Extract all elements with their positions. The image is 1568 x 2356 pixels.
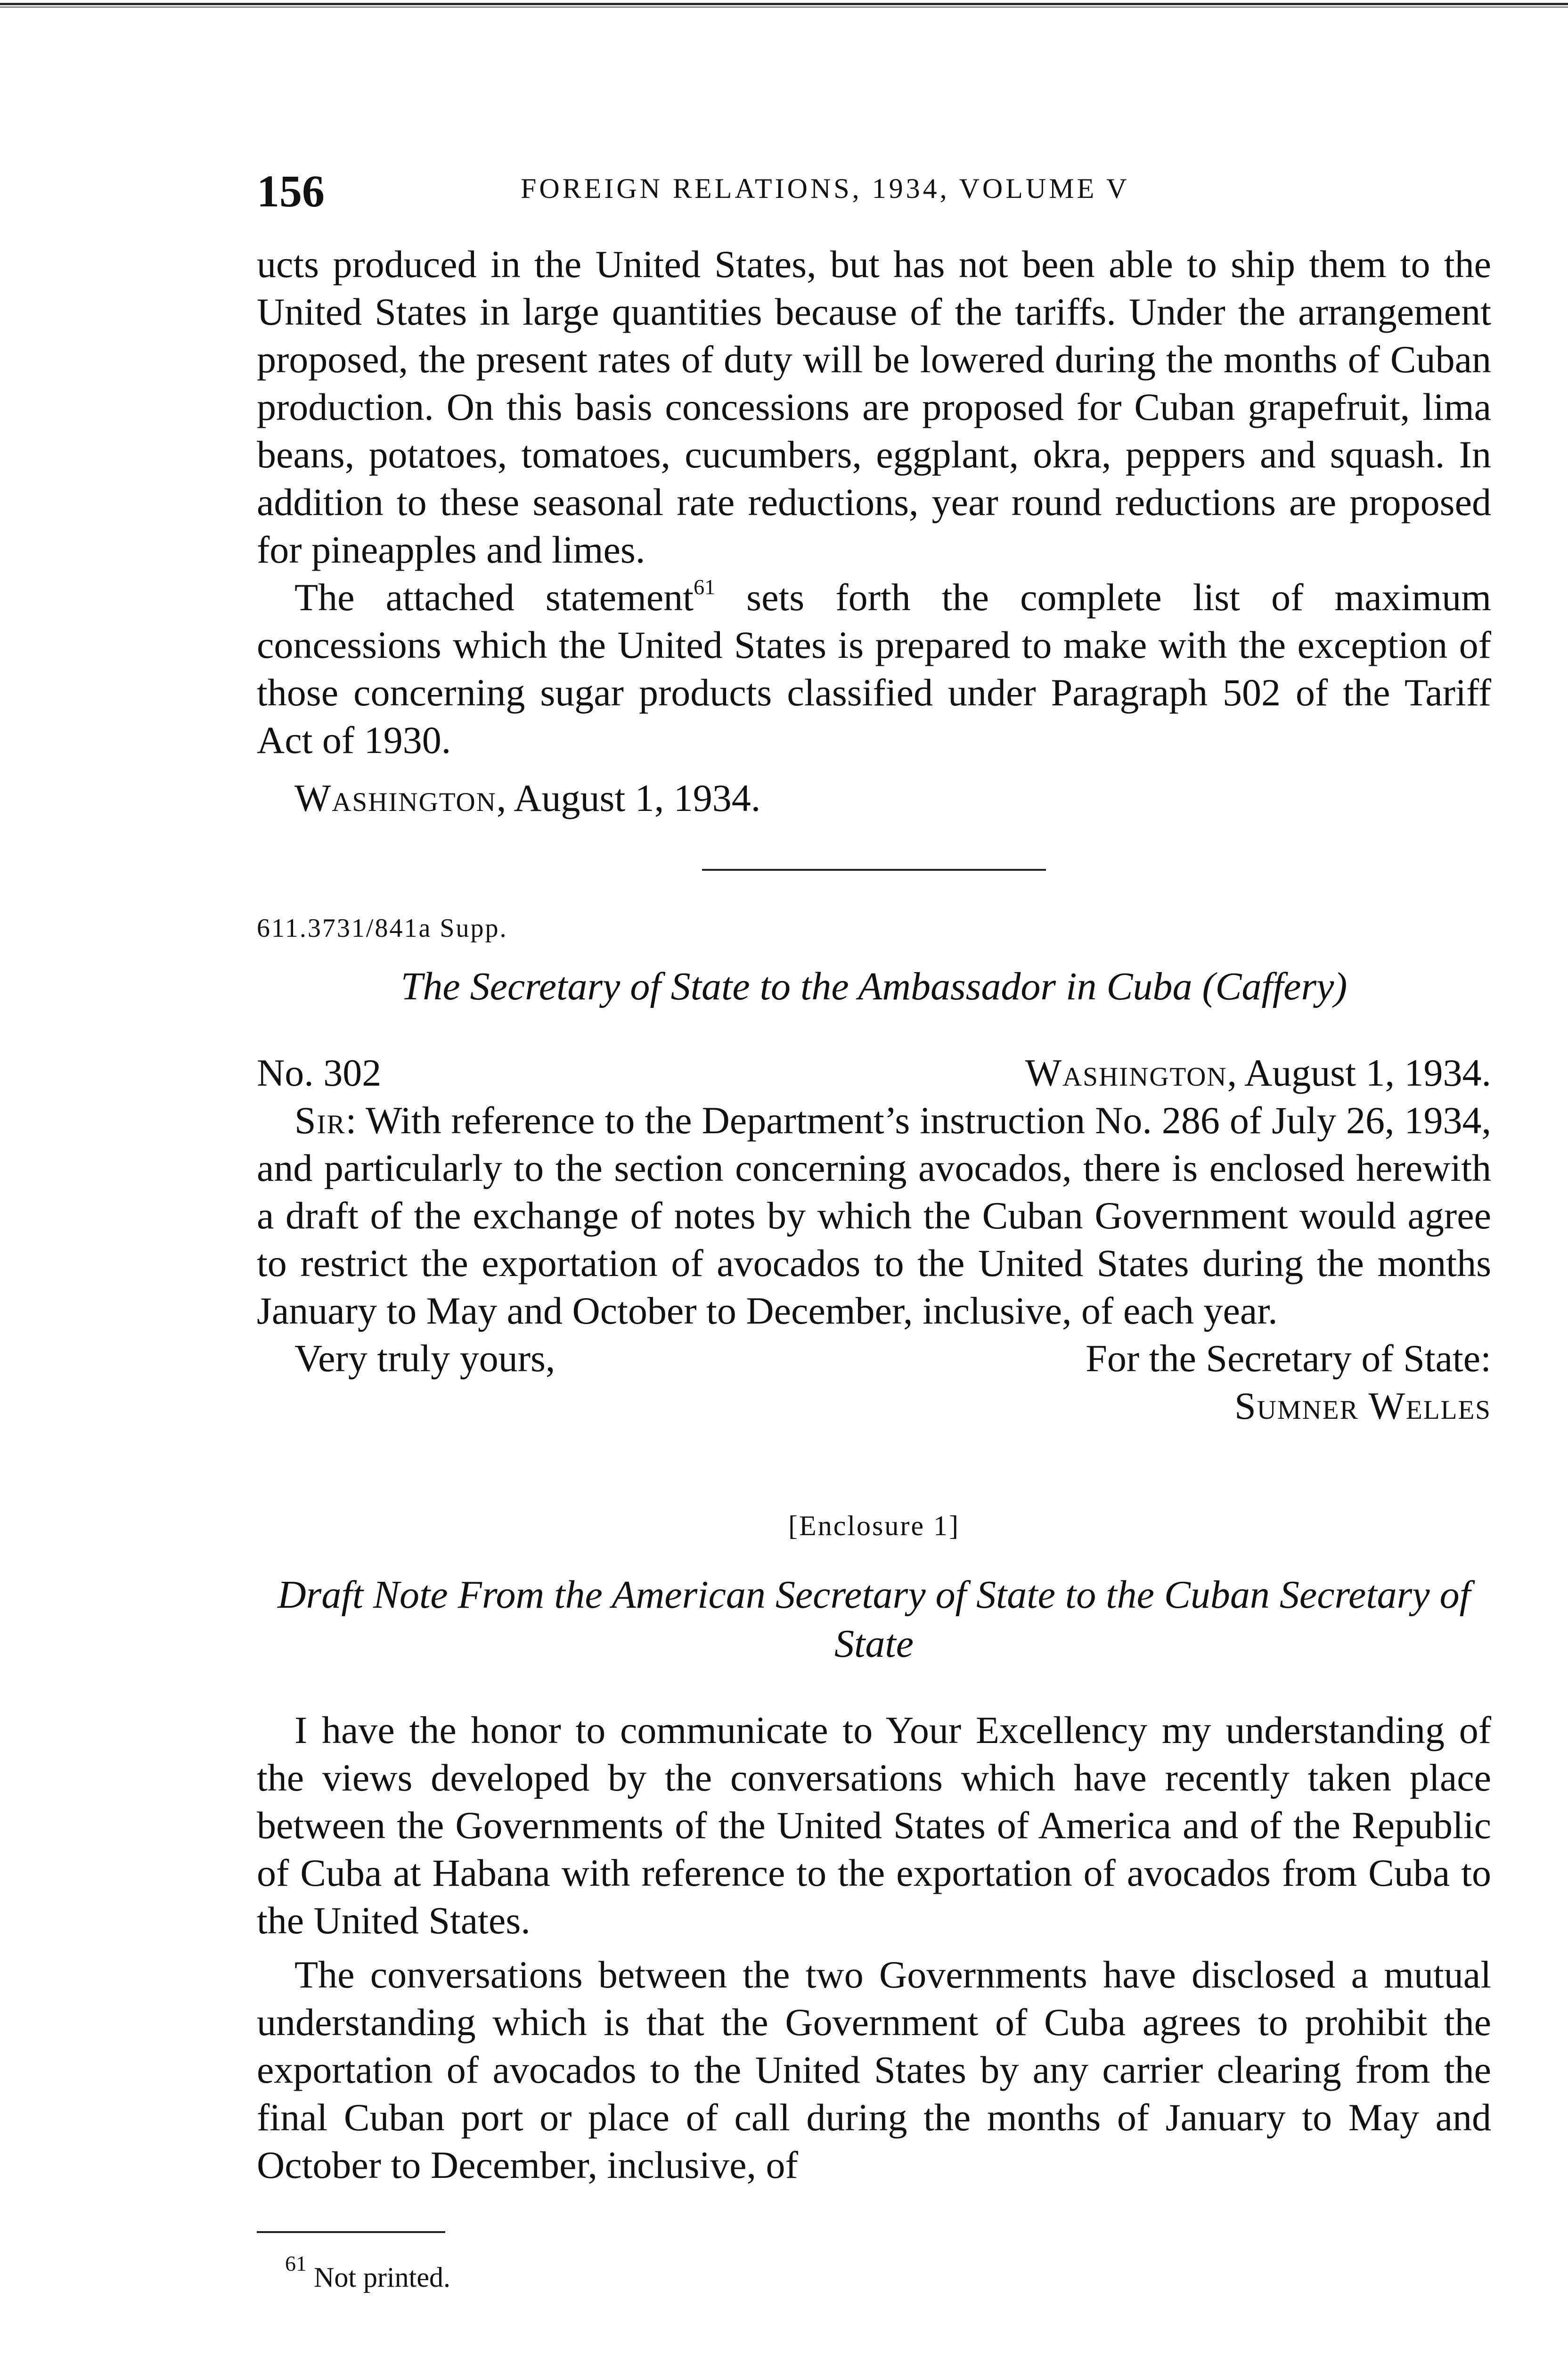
document-place: Washington: [1025, 1051, 1227, 1094]
footnote-number: 61: [285, 2251, 307, 2275]
statement-text-start: The attached statement: [294, 576, 694, 619]
enclosure-paragraph-1: I have the honor to communicate to Your Excellency my understanding of the views developed by the conversations which have recently taken place between the Governments of the United States of America and of the Republic of Cuba at Habana with reference to the exportation of avocados from Cuba to the United States.: [257, 1709, 1491, 1942]
document-date: , August 1, 1934.: [1227, 1051, 1491, 1094]
running-title: FOREIGN RELATIONS, 1934, VOLUME V: [521, 173, 1130, 204]
dateline: [257, 774, 1491, 822]
enclosure-title: Draft Note From the American Secretary of State to the Cuban Secretary of State: [278, 1573, 1470, 1666]
statement-text-rest: sets forth the complete list of maximum concessions which the United States is prepared to make with the exception of those concerning sugar products classified under Paragraph 502 of the Tariff Act of 1930.: [257, 576, 1492, 761]
file-reference: 611.3731/841a Supp.: [257, 914, 508, 943]
instruction-text: : With reference to the Department’s instruction No. 286 of July 26, 1934, and particularly to the section concerning avocados, there is enclosed herewith a draft of the exchange of notes by which the Cuban Government would agree to restrict the exportation of avocados to the United States during the months January to May and October to December, inclusive, of each year.: [257, 1099, 1491, 1332]
statement-paragraph: [257, 573, 1491, 764]
page-header: [257, 155, 1491, 216]
enclosure-paragraph-2: The conversations between the two Governments have disclosed a mutual understanding which is that the Government of Cuba agrees to prohibit the exportation of avocados to the United States by any carrier clearing from the final Cuban port or place of call during the months of January to May and October to December, inclusive, of: [257, 1953, 1491, 2186]
instruction-number: No. 302: [257, 1051, 382, 1094]
document-title: The Secretary of State to the Ambassador in Cuba (Caffery): [400, 965, 1348, 1008]
section-divider: [702, 869, 1046, 871]
enclosure-label: [Enclosure 1]: [788, 1510, 960, 1541]
footnote-text: Not printed.: [314, 2262, 450, 2293]
document-number-row: [257, 1049, 1491, 1096]
dateline-place: Washington: [294, 777, 497, 819]
salutation: Sir: [294, 1099, 346, 1142]
page-number: 156: [257, 166, 325, 216]
document-dateline: [1025, 1049, 1491, 1096]
page-content: [257, 155, 1491, 2322]
top-border-rule-thin: [0, 7, 1568, 8]
signature: Sumner Welles: [1234, 1384, 1491, 1427]
dateline-date: , August 1, 1934.: [496, 777, 761, 819]
closing-row: [257, 1334, 1491, 1382]
signature-block: [257, 1382, 1491, 1430]
footnote-rule: [257, 2231, 445, 2233]
continuation-paragraph: ucts produced in the United States, but has not been able to ship them to the United States in large quantities because of the tariffs. Under the arrangement proposed, the present rates of duty will be lowered during the months of Cuban production. On this basis concessions are proposed for Cuban grapefruit, lima beans, potatoes, tomatoes, cucumbers, eggplant, okra, peppers and squash. In addition to these seasonal rate reductions, year round reductions are proposed for pineapples and limes.: [257, 243, 1491, 571]
instruction-body: [257, 1096, 1491, 1334]
footnote: [257, 2251, 1491, 2294]
top-border-rule: [0, 3, 1568, 5]
closing: Very truly yours,: [294, 1337, 555, 1380]
for-secretary-line: For the Secretary of State:: [1086, 1337, 1491, 1380]
footnote-ref-61: 61: [694, 575, 716, 599]
